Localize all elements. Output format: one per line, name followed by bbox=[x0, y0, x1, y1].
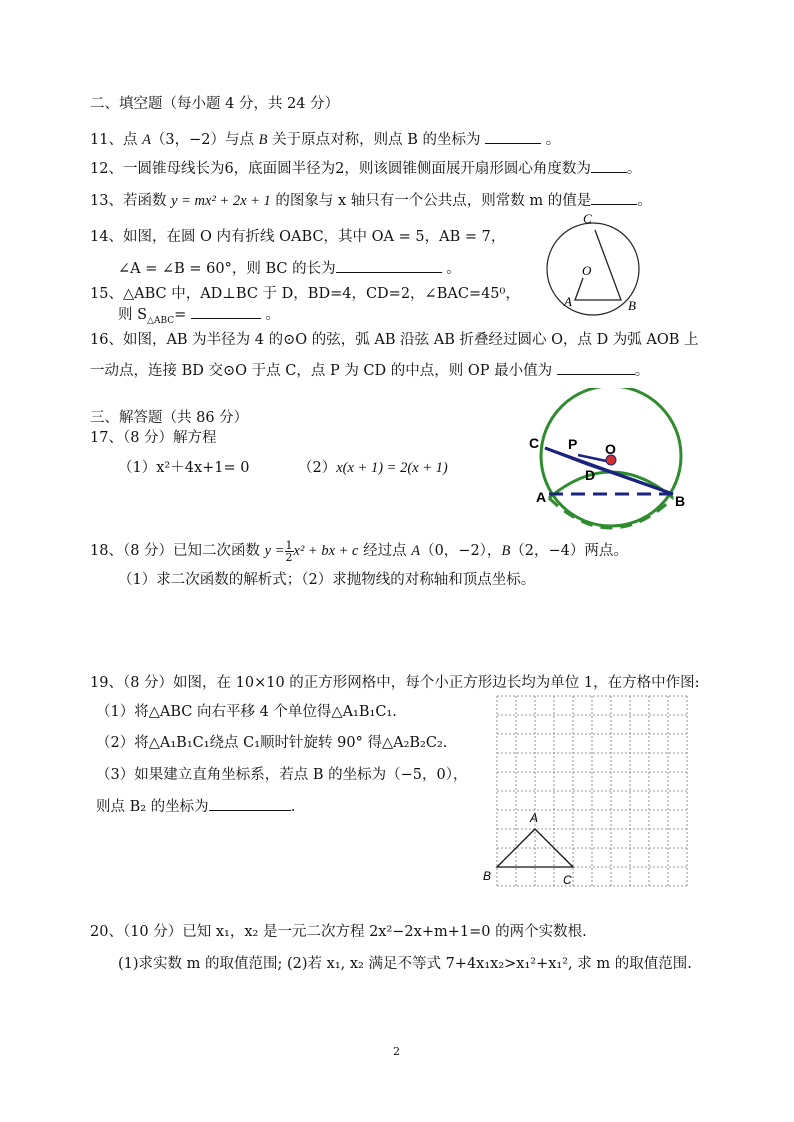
answer-blank-14[interactable] bbox=[336, 258, 442, 273]
fig14-label-a: A bbox=[564, 294, 572, 309]
figure-14-circle bbox=[535, 212, 655, 322]
question-17-part-1: （1）x²＋4x+1= 0 bbox=[118, 460, 250, 476]
question-16-line-1: 16、如图，AB 为半径为 4 的⊙O 的弦，弧 AB 沿弦 AB 折叠经过圆心 O，点 D 为弧 AOB 上 bbox=[90, 332, 699, 348]
question-15-line-2: 则 $S_{\triangle ABC}=$ 。 bbox=[118, 304, 280, 331]
question-14-line-2: ∠A = ∠B = 60°，则 BC 的长为 。 bbox=[118, 258, 461, 279]
answer-blank-11[interactable] bbox=[485, 129, 541, 144]
fig19-label-c: C bbox=[563, 873, 572, 887]
question-15-line-1: 15、△ABC 中，AD⊥BC 于 D，BD=4，CD=2，∠BAC=45⁰， bbox=[90, 286, 520, 302]
question-17-part-2: （2）x(x + 1) = 2(x + 1) bbox=[298, 460, 448, 476]
figure-19-grid bbox=[478, 690, 694, 890]
fig16-label-o: O bbox=[605, 441, 616, 457]
question-18-line-1: 18、（8 分）已知二次函数 y = $\frac{1}{2}$ x² + bx + c 经过点 A（0，−2），B（2，−4）两点。 bbox=[90, 538, 628, 564]
fig14-label-c: C bbox=[583, 212, 592, 226]
page-number: 2 bbox=[393, 1045, 400, 1058]
fig14-label-o: O bbox=[582, 263, 592, 278]
question-20-line-1: 20、（10 分）已知 x₁，x₂ 是一元二次方程 2x²−2x+m+1=0 的两个实数根. bbox=[90, 924, 587, 940]
figure-16-circle bbox=[525, 388, 695, 533]
answer-blank-19[interactable] bbox=[209, 796, 291, 811]
fig19-label-b: B bbox=[483, 869, 492, 883]
fig16-label-b: B bbox=[675, 493, 686, 509]
question-14-line-1: 14、如图，在圆 O 内有折线 OABC，其中 OA = 5，AB = 7， bbox=[90, 229, 506, 245]
question-19-line-5: 则点 B₂ 的坐标为 . bbox=[96, 796, 295, 817]
fig16-label-d: D bbox=[585, 467, 596, 483]
question-19-line-3: （2）将△A₁B₁C₁绕点 C₁顺时针旋转 90° 得△A₂B₂C₂. bbox=[96, 735, 448, 751]
section-3-heading: 三、解答题（共 86 分） bbox=[90, 410, 249, 426]
question-11: 11、点 A（3，−2）与点 B 关于原点对称，则点 B 的坐标为 。 bbox=[90, 129, 560, 150]
question-20-line-2: (1)求实数 m 的取值范围; (2)若 x₁, x₂ 满足不等式 7+4x₁x₂>x₁²+x₁², 求 m 的取值范围. bbox=[118, 956, 692, 972]
fig16-label-p: P bbox=[568, 436, 578, 452]
fig16-label-c: C bbox=[529, 435, 540, 451]
question-16-line-2: 一动点，连接 BD 交⊙O 于点 C，点 P 为 CD 的中点，则 OP 最小值为 。 bbox=[90, 360, 649, 381]
answer-blank-12[interactable] bbox=[591, 158, 627, 173]
fig14-label-b: B bbox=[628, 298, 636, 313]
answer-blank-13[interactable] bbox=[591, 190, 637, 205]
question-12: 12、一圆锥母线长为6，底面圆半径为2，则该圆锥侧面展开扇形圆心角度数为 。 bbox=[90, 158, 641, 179]
answer-blank-16[interactable] bbox=[557, 360, 635, 375]
question-19-line-1: 19、（8 分）如图，在 10×10 的正方形网格中，每个小正方形边长均为单位 1，在方格中作图: bbox=[90, 675, 700, 691]
question-19-line-2: （1）将△ABC 向右平移 4 个单位得△A₁B₁C₁. bbox=[96, 704, 397, 720]
question-17-title: 17、（8 分）解方程 bbox=[90, 430, 217, 446]
question-18-line-2: （1）求二次函数的解析式；（2）求抛物线的对称轴和顶点坐标。 bbox=[118, 572, 536, 588]
answer-blank-15[interactable] bbox=[191, 304, 261, 319]
question-13: 13、若函数 y = mx² + 2x + 1 的图象与 x 轴只有一个公共点，则常数 m 的值是 。 bbox=[90, 190, 652, 211]
fig19-label-a: A bbox=[530, 811, 539, 825]
question-19-line-4: （3）如果建立直角坐标系，若点 B 的坐标为（−5，0）， bbox=[96, 767, 468, 783]
fig16-label-a: A bbox=[536, 489, 547, 505]
section-2-heading: 二、填空题（每小题 4 分，共 24 分） bbox=[90, 96, 340, 112]
